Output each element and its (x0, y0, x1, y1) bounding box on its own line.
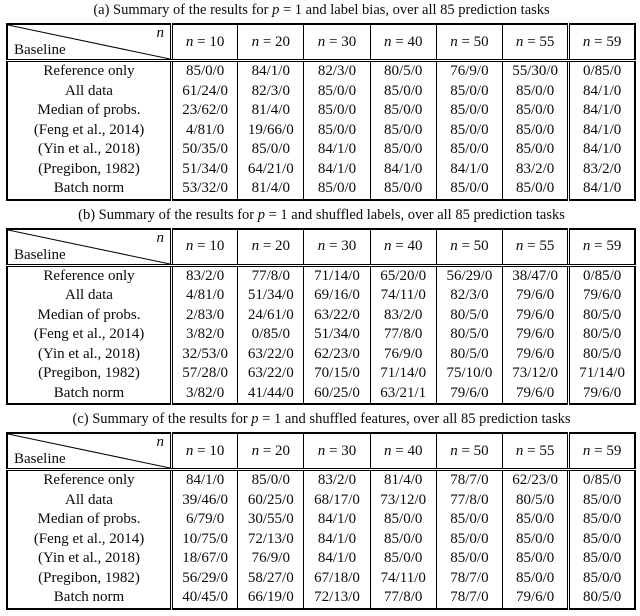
result-cell: 79/6/0 (503, 306, 569, 326)
result-cell: 85/0/0 (503, 530, 569, 550)
result-cell: 75/10/0 (436, 364, 502, 384)
result-cell: 65/20/0 (370, 265, 436, 286)
result-cell: 24/61/0 (238, 306, 304, 326)
column-header-eq: = 59 (590, 442, 622, 459)
result-cell: 80/5/0 (503, 491, 569, 511)
result-cell: 85/0/0 (569, 491, 635, 511)
row-label: Median of probs. (37, 306, 141, 323)
result-cell: 4/81/0 (172, 121, 238, 141)
result-cell: 83/2/0 (172, 265, 238, 286)
result-cell: 62/23/0 (304, 345, 370, 365)
result-cell: 80/5/0 (569, 345, 635, 365)
caption-text-before: (c) Summary of the results for (72, 411, 252, 427)
column-header-n59 (569, 229, 635, 266)
column-header-eq: = 20 (259, 442, 291, 459)
result-cell: 63/21/1 (370, 384, 436, 405)
corner-n-label: n (156, 434, 165, 450)
corner-header-cell (7, 433, 172, 470)
results-section-c (6, 412, 637, 610)
header-row (7, 433, 635, 470)
row-label: Median of probs. (37, 102, 141, 118)
column-header-eq: = 59 (590, 33, 622, 50)
result-cell: 30/55/0 (238, 510, 304, 530)
result-cell: 71/14/0 (569, 364, 635, 384)
result-cell: 85/0/0 (304, 121, 370, 141)
result-cell: 0/85/0 (569, 61, 635, 82)
result-cell: 85/0/0 (436, 101, 502, 121)
result-cell: 78/7/0 (436, 569, 502, 589)
result-cell: 10/75/0 (172, 530, 238, 550)
column-header-var: n (582, 442, 591, 459)
result-cell: 84/1/0 (569, 82, 635, 102)
column-header-n59 (569, 433, 635, 470)
result-cell: 0/85/0 (569, 470, 635, 491)
result-cell: 72/13/0 (238, 530, 304, 550)
column-header-var: n (515, 238, 524, 254)
result-cell: 85/0/0 (436, 549, 502, 569)
row-label: Batch norm (53, 589, 125, 605)
result-cell: 85/0/0 (569, 569, 635, 589)
column-header-eq: = 50 (457, 33, 489, 50)
result-cell: 63/22/0 (304, 306, 370, 326)
corner-baseline-label: Baseline (14, 451, 66, 467)
column-header-eq: = 40 (391, 33, 423, 50)
result-cell: 85/0/0 (436, 82, 502, 102)
column-header-n40 (370, 433, 436, 470)
row-label: (Feng et al., 2014) (33, 121, 145, 138)
result-cell: 80/5/0 (569, 306, 635, 326)
result-cell: 85/0/0 (172, 61, 238, 82)
result-cell: 79/6/0 (503, 286, 569, 306)
result-cell: 79/6/0 (503, 588, 569, 609)
result-cell: 63/22/0 (238, 364, 304, 384)
result-cell: 85/0/0 (436, 121, 502, 141)
results-section-a (6, 3, 637, 201)
result-cell: 84/1/0 (569, 121, 635, 141)
result-cell: 85/0/0 (503, 121, 569, 141)
results-section-b (6, 208, 637, 406)
table-row (7, 491, 635, 511)
column-header-eq: = 10 (193, 442, 225, 459)
result-cell: 2/83/0 (172, 306, 238, 326)
result-cell: 67/18/0 (304, 569, 370, 589)
table-row (7, 364, 635, 384)
row-label: (Pregibon, 1982) (38, 365, 140, 381)
result-cell: 85/0/0 (370, 140, 436, 160)
column-header-n50 (436, 229, 502, 266)
result-cell: 85/0/0 (370, 179, 436, 200)
column-header-n20 (238, 24, 304, 61)
column-header-eq: = 30 (325, 238, 357, 254)
table-row (7, 160, 635, 180)
result-cell: 83/2/0 (370, 306, 436, 326)
table-row (7, 384, 635, 405)
result-cell: 56/29/0 (436, 265, 502, 286)
result-cell: 82/3/0 (304, 61, 370, 82)
result-cell: 57/28/0 (172, 364, 238, 384)
result-cell: 84/1/0 (370, 160, 436, 180)
result-cell: 53/32/0 (172, 179, 238, 200)
column-header-var: n (317, 442, 326, 459)
row-label: (Pregibon, 1982) (38, 569, 140, 586)
column-header-var: n (582, 33, 591, 50)
column-header-var: n (515, 442, 524, 459)
result-cell: 85/0/0 (503, 510, 569, 530)
result-cell: 85/0/0 (370, 82, 436, 102)
result-cell: 41/44/0 (238, 384, 304, 405)
result-cell: 80/5/0 (569, 588, 635, 609)
caption-math-eq: = 1 (279, 2, 303, 18)
result-cell: 3/82/0 (172, 384, 238, 405)
column-header-var: n (450, 33, 458, 50)
result-cell: 85/0/0 (503, 82, 569, 102)
results-table-a (6, 23, 636, 201)
result-cell: 85/0/0 (503, 549, 569, 569)
column-header-eq: = 55 (523, 33, 555, 50)
row-label: Reference only (43, 472, 135, 488)
result-cell: 74/11/0 (370, 569, 436, 589)
caption-text-after: and shuffled features, over all 85 prediction tasks (281, 411, 571, 427)
result-cell: 81/4/0 (370, 470, 436, 491)
result-cell: 85/0/0 (436, 140, 502, 160)
result-cell: 68/17/0 (304, 491, 370, 511)
result-cell: 76/9/0 (436, 61, 502, 82)
result-cell: 85/0/0 (370, 101, 436, 121)
column-header-var: n (450, 238, 458, 254)
row-label: (Yin et al., 2018) (37, 550, 141, 566)
result-cell: 70/15/0 (304, 364, 370, 384)
table-row (7, 345, 635, 365)
column-header-n30 (304, 24, 370, 61)
result-cell: 85/0/0 (304, 179, 370, 200)
column-header-n10 (172, 229, 238, 266)
result-cell: 81/4/0 (238, 179, 304, 200)
table-row (7, 61, 635, 82)
corner-header-cell (7, 24, 172, 61)
result-cell: 56/29/0 (172, 569, 238, 589)
result-cell: 77/8/0 (370, 325, 436, 345)
corner-n-label: n (156, 25, 165, 41)
result-cell: 84/1/0 (436, 160, 502, 180)
result-cell: 79/6/0 (436, 384, 502, 405)
result-cell: 77/8/0 (370, 588, 436, 609)
table-row (7, 530, 635, 550)
caption-text-after: and label bias, over all 85 prediction tasks (302, 2, 550, 18)
column-header-var: n (317, 33, 326, 50)
row-label: All data (65, 287, 113, 303)
column-header-var: n (317, 238, 326, 254)
column-header-eq: = 55 (523, 238, 555, 254)
column-header-n55 (503, 24, 569, 61)
table-row (7, 549, 635, 569)
result-cell: 83/2/0 (304, 470, 370, 491)
result-cell: 63/22/0 (238, 345, 304, 365)
result-cell: 0/85/0 (569, 265, 635, 286)
result-cell: 79/6/0 (569, 286, 635, 306)
column-header-var: n (251, 442, 260, 459)
result-cell: 50/35/0 (172, 140, 238, 160)
result-cell: 66/19/0 (238, 588, 304, 609)
result-cell: 60/25/0 (304, 384, 370, 405)
result-cell: 6/79/0 (172, 510, 238, 530)
result-cell: 85/0/0 (304, 82, 370, 102)
table-row (7, 470, 635, 491)
corner-n-label: n (156, 229, 165, 246)
result-cell: 76/9/0 (370, 345, 436, 365)
result-cell: 85/0/0 (569, 530, 635, 550)
table-row (7, 101, 635, 121)
result-cell: 84/1/0 (172, 470, 238, 491)
table-caption-b (6, 208, 637, 223)
result-cell: 85/0/0 (569, 549, 635, 569)
table-row (7, 325, 635, 345)
result-cell: 82/3/0 (238, 82, 304, 102)
table-row (7, 286, 635, 306)
corner-header-cell (7, 229, 172, 266)
table-caption-c (6, 412, 637, 427)
result-cell: 58/27/0 (238, 569, 304, 589)
table-row (7, 140, 635, 160)
result-cell: 85/0/0 (503, 569, 569, 589)
column-header-n20 (238, 433, 304, 470)
result-cell: 82/3/0 (436, 286, 502, 306)
result-cell: 78/7/0 (436, 470, 502, 491)
column-header-n30 (304, 229, 370, 266)
row-label: Median of probs. (37, 511, 141, 527)
column-header-n10 (172, 24, 238, 61)
result-cell: 85/0/0 (238, 140, 304, 160)
column-header-eq: = 10 (193, 238, 225, 254)
row-label: (Yin et al., 2018) (37, 141, 141, 157)
result-cell: 80/5/0 (370, 61, 436, 82)
column-header-n50 (436, 24, 502, 61)
result-cell: 85/0/0 (304, 101, 370, 121)
column-header-eq: = 10 (193, 33, 225, 50)
result-cell: 85/0/0 (503, 101, 569, 121)
result-cell: 55/30/0 (503, 61, 569, 82)
column-header-eq: = 40 (391, 442, 423, 459)
result-cell: 85/0/0 (569, 510, 635, 530)
result-cell: 83/2/0 (569, 160, 635, 180)
table-row (7, 588, 635, 609)
column-header-n40 (370, 24, 436, 61)
result-cell: 80/5/0 (436, 325, 502, 345)
result-cell: 84/1/0 (304, 140, 370, 160)
result-cell: 80/5/0 (569, 325, 635, 345)
column-header-eq: = 30 (325, 442, 357, 459)
column-header-eq: = 40 (391, 238, 423, 254)
column-header-var: n (383, 33, 392, 50)
table-row (7, 82, 635, 102)
column-header-n20 (238, 229, 304, 266)
header-row (7, 24, 635, 61)
result-cell: 60/25/0 (238, 491, 304, 511)
column-header-var: n (383, 442, 392, 459)
row-label: (Yin et al., 2018) (37, 345, 141, 362)
column-header-var: n (185, 33, 194, 50)
result-cell: 84/1/0 (569, 140, 635, 160)
result-cell: 71/14/0 (304, 265, 370, 286)
column-header-eq: = 30 (325, 33, 357, 50)
column-header-eq: = 20 (259, 33, 291, 50)
result-cell: 19/66/0 (238, 121, 304, 141)
result-cell: 62/23/0 (503, 470, 569, 491)
row-label: (Pregibon, 1982) (38, 160, 140, 177)
table-row (7, 265, 635, 286)
column-header-eq: = 50 (457, 442, 489, 459)
table-caption-a (6, 3, 637, 18)
results-table-c (6, 432, 636, 610)
row-label: Reference only (43, 267, 135, 284)
row-label: Reference only (43, 63, 135, 79)
column-header-n55 (503, 433, 569, 470)
result-cell: 84/1/0 (304, 160, 370, 180)
result-cell: 84/1/0 (304, 530, 370, 550)
result-cell: 84/1/0 (569, 179, 635, 200)
caption-text-before: (a) Summary of the results for (93, 2, 273, 18)
result-cell: 72/13/0 (304, 588, 370, 609)
caption-math-eq: = 1 (264, 206, 288, 223)
column-header-n59 (569, 24, 635, 61)
column-header-eq: = 50 (457, 238, 489, 254)
result-cell: 83/2/0 (503, 160, 569, 180)
result-cell: 73/12/0 (503, 364, 569, 384)
results-table-b (6, 228, 636, 406)
result-cell: 85/0/0 (436, 179, 502, 200)
result-cell: 81/4/0 (238, 101, 304, 121)
result-cell: 61/24/0 (172, 82, 238, 102)
column-header-var: n (185, 238, 194, 254)
result-cell: 84/1/0 (569, 101, 635, 121)
result-cell: 77/8/0 (238, 265, 304, 286)
result-cell: 79/6/0 (569, 384, 635, 405)
result-cell: 39/46/0 (172, 491, 238, 511)
table-row (7, 179, 635, 200)
result-cell: 77/8/0 (436, 491, 502, 511)
result-cell: 85/0/0 (238, 470, 304, 491)
column-header-n50 (436, 433, 502, 470)
result-cell: 80/5/0 (436, 345, 502, 365)
corner-baseline-label: Baseline (14, 42, 66, 58)
result-cell: 0/85/0 (238, 325, 304, 345)
row-label: Batch norm (53, 384, 125, 401)
row-label: (Feng et al., 2014) (33, 530, 145, 547)
table-row (7, 306, 635, 326)
result-cell: 76/9/0 (238, 549, 304, 569)
row-label: All data (65, 82, 113, 99)
column-header-n10 (172, 433, 238, 470)
column-header-var: n (251, 33, 260, 50)
result-cell: 51/34/0 (304, 325, 370, 345)
column-header-eq: = 59 (590, 238, 622, 254)
caption-text-before: (b) Summary of the results for (78, 206, 258, 223)
result-cell: 64/21/0 (238, 160, 304, 180)
row-label: All data (65, 491, 113, 508)
result-cell: 85/0/0 (370, 121, 436, 141)
result-cell: 18/67/0 (172, 549, 238, 569)
row-label: Batch norm (53, 180, 125, 196)
column-header-var: n (383, 238, 392, 254)
result-cell: 84/1/0 (304, 510, 370, 530)
result-cell: 78/7/0 (436, 588, 502, 609)
result-cell: 71/14/0 (370, 364, 436, 384)
result-cell: 32/53/0 (172, 345, 238, 365)
result-cell: 85/0/0 (436, 530, 502, 550)
result-cell: 84/1/0 (238, 61, 304, 82)
caption-text-after: and shuffled labels, over all 85 prediction tasks (287, 206, 565, 223)
result-cell: 73/12/0 (370, 491, 436, 511)
caption-math-var: p (257, 206, 265, 223)
result-cell: 51/34/0 (238, 286, 304, 306)
caption-math-var: p (251, 411, 259, 427)
table-row (7, 569, 635, 589)
result-cell: 3/82/0 (172, 325, 238, 345)
result-cell: 84/1/0 (304, 549, 370, 569)
result-cell: 74/11/0 (370, 286, 436, 306)
column-header-eq: = 20 (259, 238, 291, 254)
result-cell: 79/6/0 (503, 345, 569, 365)
result-cell: 85/0/0 (370, 549, 436, 569)
result-cell: 80/5/0 (436, 306, 502, 326)
result-cell: 85/0/0 (503, 140, 569, 160)
result-cell: 40/45/0 (172, 588, 238, 609)
result-cell: 4/81/0 (172, 286, 238, 306)
column-header-n40 (370, 229, 436, 266)
table-row (7, 121, 635, 141)
caption-math-var: p (272, 2, 280, 18)
table-row (7, 510, 635, 530)
column-header-var: n (582, 238, 591, 254)
column-header-var: n (251, 238, 260, 254)
corner-baseline-label: Baseline (14, 246, 66, 263)
caption-math-eq: = 1 (258, 411, 282, 427)
column-header-eq: = 55 (523, 442, 555, 459)
result-cell: 23/62/0 (172, 101, 238, 121)
column-header-var: n (185, 442, 194, 459)
result-cell: 51/34/0 (172, 160, 238, 180)
result-cell: 38/47/0 (503, 265, 569, 286)
result-cell: 79/6/0 (503, 325, 569, 345)
row-label: (Feng et al., 2014) (33, 326, 145, 342)
result-cell: 85/0/0 (503, 179, 569, 200)
result-cell: 85/0/0 (370, 530, 436, 550)
column-header-var: n (450, 442, 458, 459)
column-header-n55 (503, 229, 569, 266)
header-row (7, 229, 635, 266)
column-header-n30 (304, 433, 370, 470)
result-cell: 69/16/0 (304, 286, 370, 306)
result-cell: 85/0/0 (370, 510, 436, 530)
column-header-var: n (515, 33, 524, 50)
result-cell: 79/6/0 (503, 384, 569, 405)
result-cell: 85/0/0 (436, 510, 502, 530)
